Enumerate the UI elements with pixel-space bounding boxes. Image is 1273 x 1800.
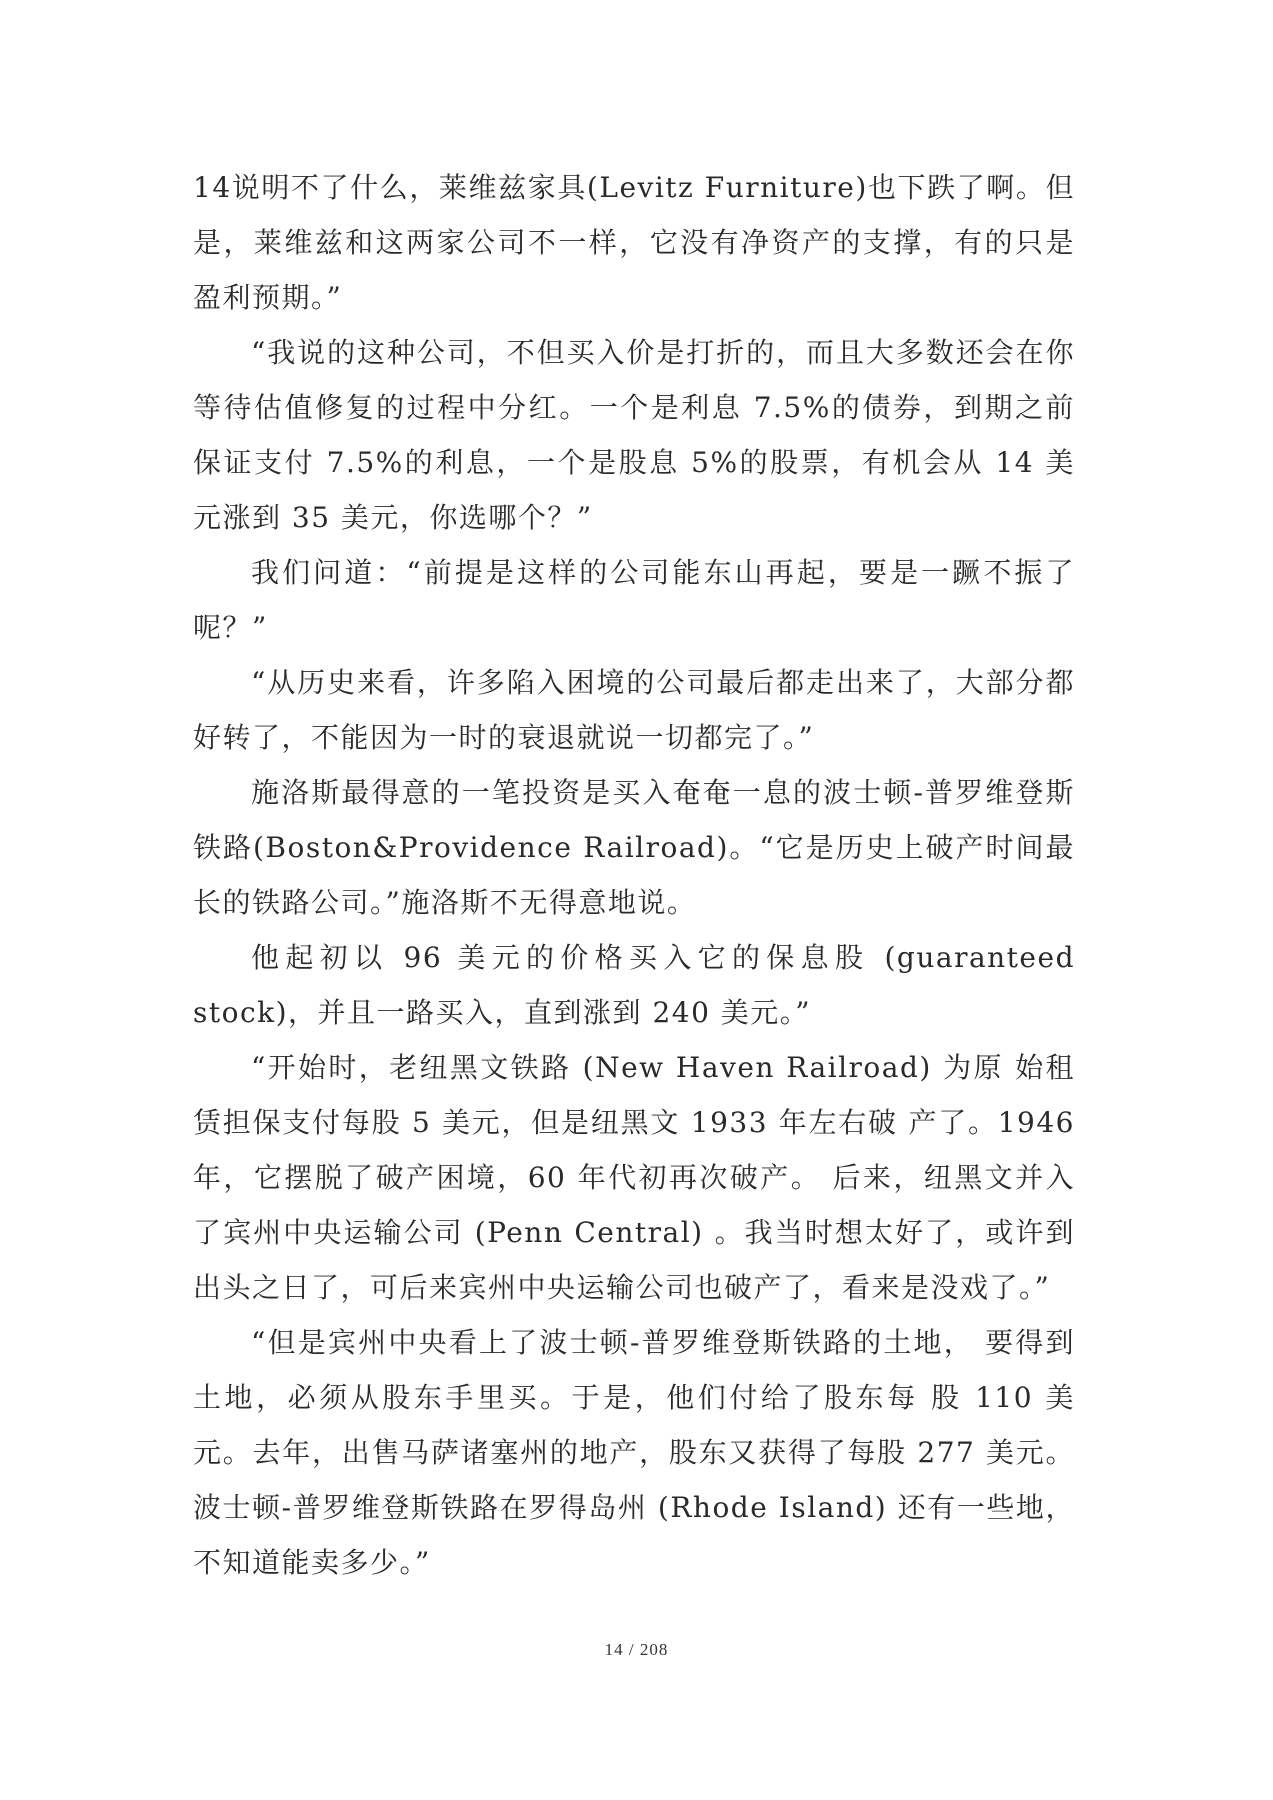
paragraph-5: 施洛斯最得意的一笔投资是买入奄奄一息的波士顿-普罗维登斯铁路(Boston&Providence Railroad)。“它是历史上破产时间最长的铁路公司。”施洛斯不无得意地说。 [193, 776, 1075, 919]
paragraph-3: 我们问道：“前提是这样的公司能东山再起，要是一蹶不振了呢？” [193, 556, 1075, 644]
paragraph-2: “我说的这种公司，不但买入价是打折的，而且大多数还会在你等待估值修复的过程中分红。一个是利息 7.5%的债券，到期之前保证支付 7.5%的利息，一个是股息 5%的股票，有机会从 14 美元涨到 35 美元，你选哪个？” [193, 336, 1075, 534]
paragraph-1: 14说明不了什么，莱维兹家具(Levitz Furniture)也下跌了啊。但是，莱维兹和这两家公司不一样，它没有净资产的支撑，有的只是盈利预期。” [193, 171, 1075, 314]
body-text [193, 160, 1075, 1590]
paragraph-8: “但是宾州中央看上了波士顿-普罗维登斯铁路的土地， 要得到土地，必须从股东手里买。于是，他们付给了股东每 股 110 美元。去年，出售马萨诸塞州的地产，股东又获得了每股 277 美元。波士顿-普罗维登斯铁路在罗得岛州 (Rhode Island) 还有一些地，不知道能卖多少。” [193, 1326, 1075, 1579]
page-number: 14 / 208 [604, 1640, 669, 1659]
paragraph-6: 他起初以 96 美元的价格买入它的保息股 (guaranteed stock)，并且一路买入，直到涨到 240 美元。” [193, 941, 1075, 1029]
paragraph-7: “开始时，老纽黑文铁路 (New Haven Railroad) 为原 始租赁担保支付每股 5 美元，但是纽黑文 1933 年左右破 产了。1946 年，它摆脱了破产困境，60 年代初再次破产。 后来，纽黑文并入了宾州中央运输公司 (Penn Central) 。我当时想太好了，或许到出头之日了，可后来宾州中央运输公司也破产了，看来是没戏了。” [193, 1051, 1075, 1304]
paragraph-4: “从历史来看，许多陷入困境的公司最后都走出来了，大部分都好转了，不能因为一时的衰退就说一切都完了。” [193, 666, 1075, 754]
